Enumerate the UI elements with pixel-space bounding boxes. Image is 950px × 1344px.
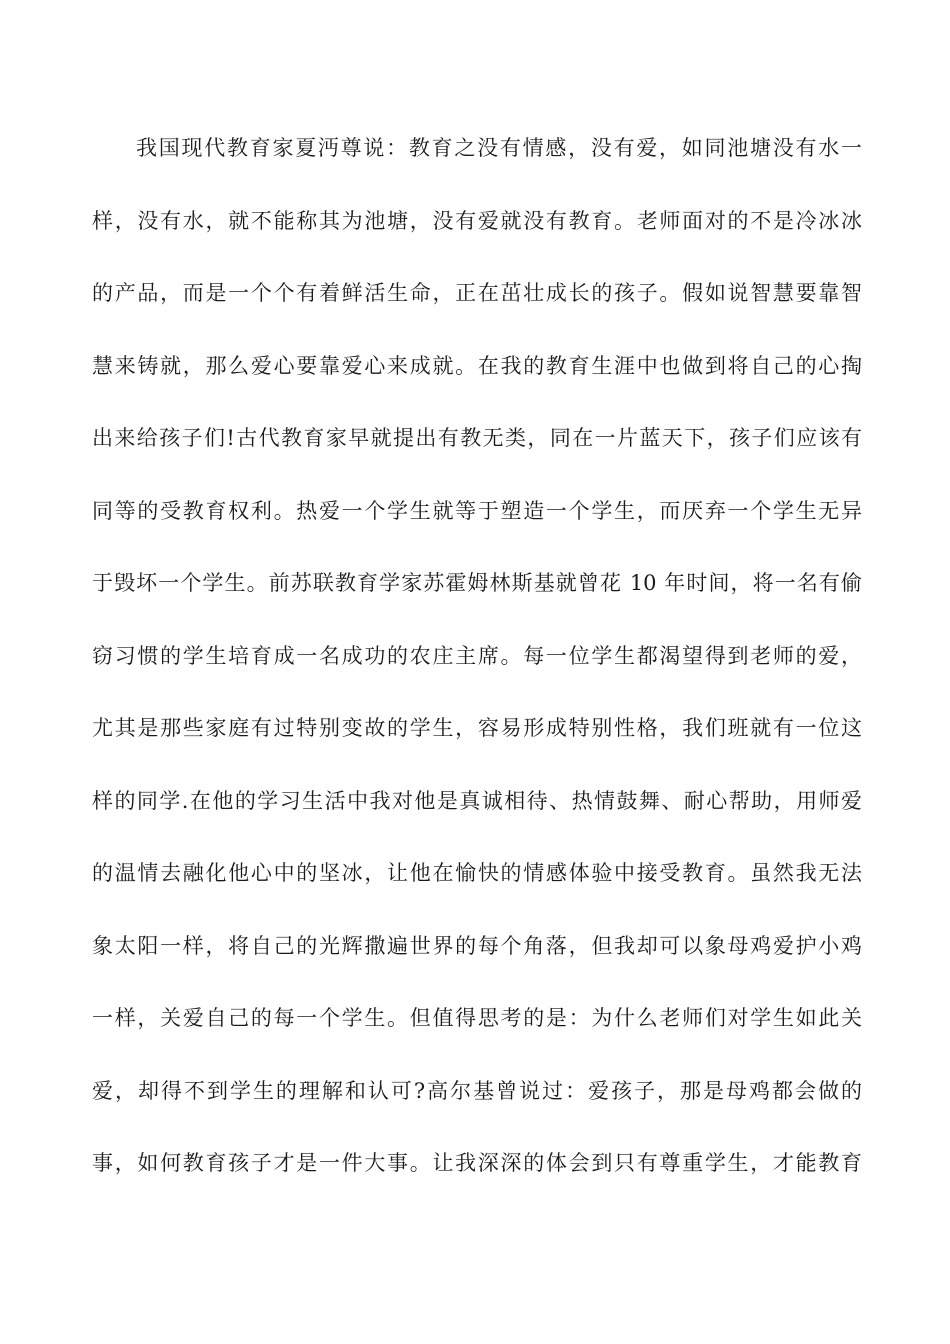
paragraph-line: 样的同学.在他的学习生活中我对他是真诚相待、热情鼓舞、耐心帮助，用师爱: [92, 788, 862, 813]
body-paragraph: [92, 133, 862, 1221]
paragraph-line: 尤其是那些家庭有过特别变故的学生，容易形成特别性格，我们班就有一位这: [92, 716, 862, 740]
paragraph-line: 样，没有水，就不能称其为池塘，没有爱就没有教育。老师面对的不是冷冰冰: [92, 208, 862, 233]
paragraph-line: 事，如何教育孩子才是一件大事。让我深深的体会到只有尊重学生，才能教育: [92, 1151, 862, 1175]
paragraph-line: 一样，关爱自己的每一个学生。但值得思考的是：为什么老师们对学生如此关: [92, 1006, 862, 1030]
paragraph-line: 同等的受教育权利。热爱一个学生就等于塑造一个学生，而厌弃一个学生无异: [92, 498, 862, 523]
paragraph-line: 的产品，而是一个个有着鲜活生命，正在茁壮成长的孩子。假如说智慧要靠智: [92, 281, 862, 305]
paragraph-line: 慧来铸就，那么爱心要靠爱心来成就。在我的教育生涯中也做到将自己的心掏: [92, 353, 862, 378]
paragraph-line: 于毁坏一个学生。前苏联教育学家苏霍姆林斯基就曾花 10 年时间，将一名有偷: [92, 571, 862, 595]
paragraph-line: 窃习惯的学生培育成一名成功的农庄主席。每一位学生都渴望得到老师的爱，: [92, 643, 862, 668]
paragraph-line: 爱，却得不到学生的理解和认可?高尔基曾说过：爱孩子，那是母鸡都会做的: [92, 1078, 862, 1103]
paragraph-line: 象太阳一样，将自己的光辉撒遍世界的每个角落，但我却可以象母鸡爱护小鸡: [92, 933, 862, 958]
paragraph-line: 的温情去融化他心中的坚冰，让他在愉快的情感体验中接受教育。虽然我无法: [92, 861, 862, 885]
paragraph-line: 出来给孩子们!古代教育家早就提出有教无类，同在一片蓝天下，孩子们应该有: [92, 426, 862, 450]
paragraph-line: 我国现代教育家夏沔尊说：教育之没有情感，没有爱，如同池塘没有水一: [136, 136, 862, 160]
